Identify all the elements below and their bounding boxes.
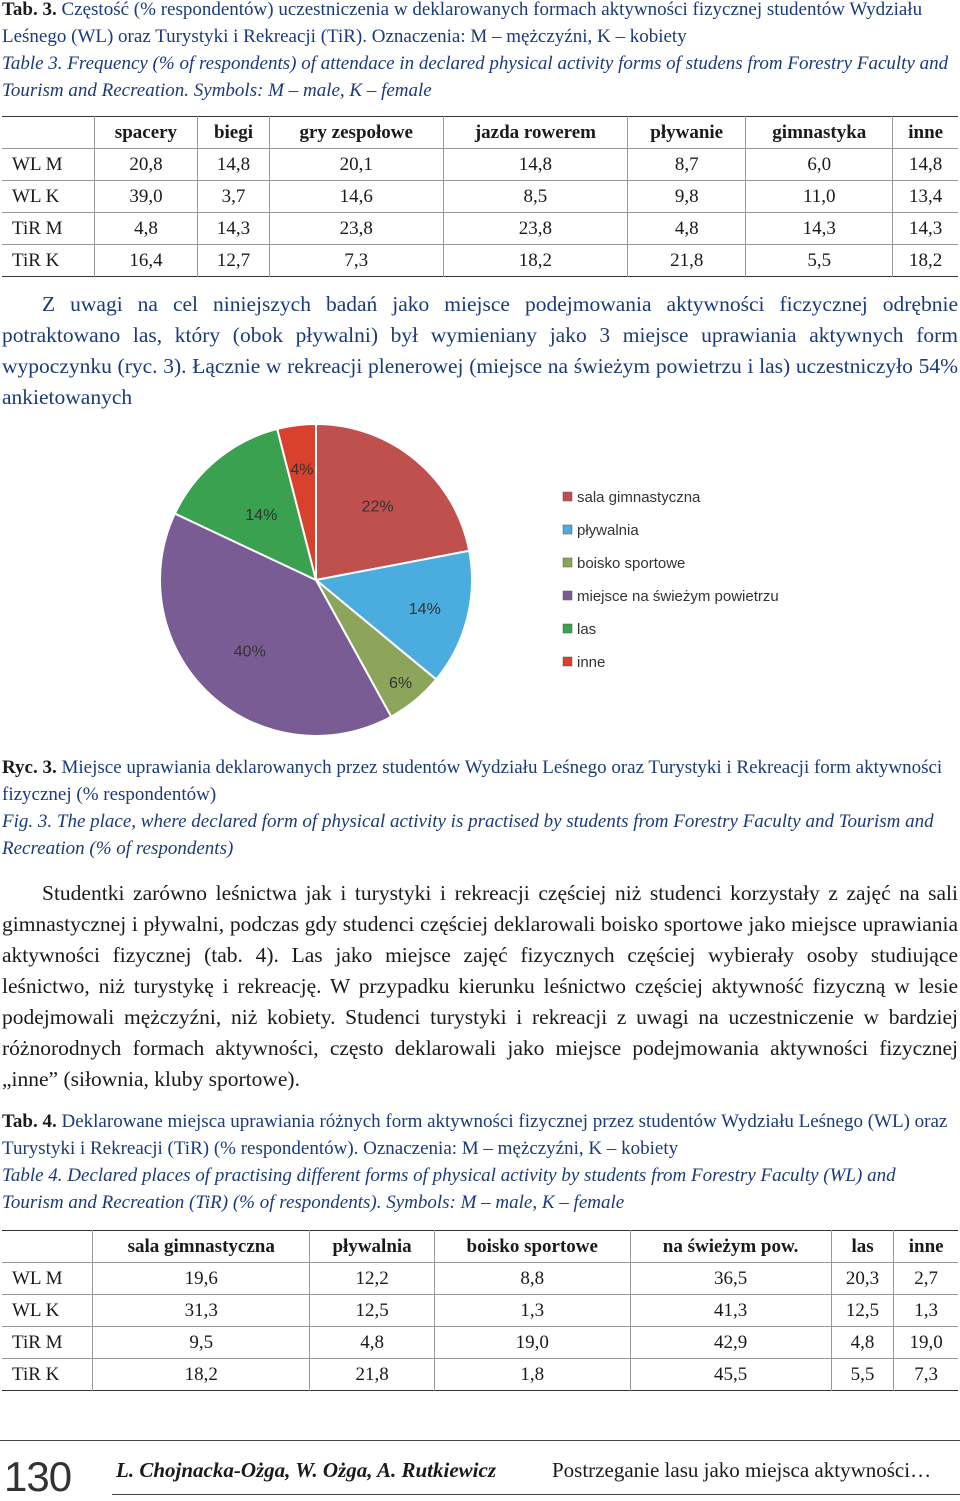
pie-data-label: 22%: [361, 498, 394, 516]
table-row: [2, 149, 958, 181]
table3-caption: [2, 0, 958, 104]
table-cell: 4,8: [310, 1327, 435, 1359]
table-row: [2, 1359, 958, 1391]
table4-header-row: [2, 1231, 958, 1263]
figure3-label: Ryc. 3.: [2, 757, 57, 778]
column-header: gry zespołowe: [269, 117, 443, 149]
table-cell: 7,3: [269, 245, 443, 277]
table-cell: 21,8: [628, 245, 746, 277]
table4-caption-en: Table 4. Declared places of practising different forms of physical activity by students from Forestry Faculty (WL) and Tourism and Recreation (TiR) (% of respondents). Symbols: M – male, K – female: [2, 1165, 896, 1213]
pie-data-label: 40%: [233, 643, 266, 661]
column-header: las: [831, 1231, 894, 1263]
column-header: pływalnia: [310, 1231, 435, 1263]
table-cell: 2,7: [894, 1263, 958, 1295]
legend-swatch: [563, 558, 572, 567]
legend-swatch: [563, 492, 572, 501]
row-header: TiR M: [12, 217, 63, 239]
legend-swatch: [563, 525, 572, 534]
table-cell: 1,3: [894, 1295, 958, 1327]
table-cell: 4,8: [831, 1327, 894, 1359]
table-cell: 9,5: [93, 1327, 310, 1359]
legend-label: sala gimnastyczna: [577, 489, 701, 506]
running-title: Postrzeganie lasu jako miejsca aktywności…: [552, 1458, 932, 1482]
table-cell: 14,8: [893, 149, 958, 181]
table-cell: 36,5: [630, 1263, 831, 1295]
column-header: jazda rowerem: [443, 117, 628, 149]
legend-label: las: [577, 621, 597, 638]
table-cell: 6,0: [746, 149, 893, 181]
column-header: boisko sportowe: [434, 1231, 630, 1263]
table-row: [2, 1327, 958, 1359]
table4-caption-pl: Deklarowane miejsca uprawiania różnych form aktywności fizycznej przez studentów Wydziału Leśnego (WL) oraz Turystyki i Rekreacji (TiR) (% respondentów). Oznaczenia: M – mężczyźni, K – kobiety: [2, 1111, 948, 1159]
table-row: [2, 245, 958, 277]
table-cell: 16,4: [94, 245, 198, 277]
table-cell: 8,7: [628, 149, 746, 181]
table-cell: 19,0: [894, 1327, 958, 1359]
table-cell: 31,3: [93, 1295, 310, 1327]
footer-divider-bottom: [112, 1494, 960, 1495]
row-header: TiR K: [12, 1363, 60, 1385]
table-cell: 7,3: [894, 1359, 958, 1391]
row-header: WL K: [12, 185, 60, 207]
table-cell: 14,6: [269, 181, 443, 213]
paragraph-1: Z uwagi na cel niniejszych badań jako miejsce podejmowania aktywności ficzycznej odrębnie potraktowano las, który (obok pływalni) był wymieniany jako 3 miejsce uprawiania aktywnych form wypoczynku (ryc. 3). Łącznie w rekreacji plenerowej (miejsce na świeżym powietrzu i las) uczestniczyło 54% ankietowanych: [2, 292, 958, 409]
table-cell: 21,8: [310, 1359, 435, 1391]
legend-label: boisko sportowe: [577, 555, 686, 572]
table-cell: 4,8: [628, 213, 746, 245]
table4: [2, 1230, 958, 1391]
table-cell: 3,7: [198, 181, 270, 213]
table-cell: 14,3: [746, 213, 893, 245]
table-cell: 9,8: [628, 181, 746, 213]
column-header: sala gimnastyczna: [93, 1231, 310, 1263]
table4-label: Tab. 4.: [2, 1111, 57, 1132]
legend-swatch: [563, 591, 572, 600]
row-header: TiR K: [12, 249, 60, 271]
table-cell: 14,3: [893, 213, 958, 245]
column-header: gimnastyka: [746, 117, 893, 149]
legend-label: pływalnia: [577, 522, 639, 539]
table-cell: 45,5: [630, 1359, 831, 1391]
table3-caption-pl: Częstość (% respondentów) uczestniczenia w deklarowanych formach aktywności fizycznej studentów Wydziału Leśnego (WL) oraz Turystyki i Rekreacji (TiR). Oznaczenia: M – mężczyźni, K – kobiety: [2, 0, 923, 47]
row-header: WL M: [12, 1267, 63, 1289]
table-cell: 13,4: [893, 181, 958, 213]
table-cell: 1,8: [434, 1359, 630, 1391]
table-cell: 20,3: [831, 1263, 894, 1295]
table-cell: 20,1: [269, 149, 443, 181]
page-number: 130: [4, 1453, 72, 1500]
column-header: biegi: [198, 117, 270, 149]
table-cell: 5,5: [831, 1359, 894, 1391]
column-header: inne: [894, 1231, 958, 1263]
table3-label: Tab. 3.: [2, 0, 57, 20]
table3-caption-en: Table 3. Frequency (% of respondents) of attendace in declared physical activity forms of studens from Forestry Faculty and Tourism and Recreation. Symbols: M – male, K – female: [2, 53, 949, 101]
column-header: inne: [893, 117, 958, 149]
table-cell: 18,2: [443, 245, 628, 277]
pie-data-label: 6%: [388, 675, 413, 693]
table-cell: 18,2: [893, 245, 958, 277]
table-row: [2, 181, 958, 213]
legend-swatch: [563, 624, 572, 633]
table-cell: 14,3: [198, 213, 270, 245]
corner-cell: [2, 117, 94, 149]
legend-label: miejsce na świeżym powietrzu: [577, 588, 779, 605]
table-cell: 5,5: [746, 245, 893, 277]
legend-swatch: [563, 657, 572, 666]
table-cell: 4,8: [94, 213, 198, 245]
table-cell: 23,8: [269, 213, 443, 245]
figure3-caption: [2, 754, 958, 862]
table-row: [2, 1295, 958, 1327]
table-cell: 8,8: [434, 1263, 630, 1295]
table-cell: 23,8: [443, 213, 628, 245]
footer-divider-top: [0, 1440, 960, 1441]
table-cell: 18,2: [93, 1359, 310, 1391]
table-cell: 41,3: [630, 1295, 831, 1327]
table-cell: 12,2: [310, 1263, 435, 1295]
table-cell: 14,8: [198, 149, 270, 181]
row-header: WL M: [12, 153, 63, 175]
table-cell: 39,0: [94, 181, 198, 213]
pie-chart: [0, 420, 960, 750]
column-header: na świeżym pow.: [630, 1231, 831, 1263]
table-cell: 19,0: [434, 1327, 630, 1359]
table-cell: 14,8: [443, 149, 628, 181]
row-header: WL K: [12, 1299, 60, 1321]
figure3-caption-en: Fig. 3. The place, where declared form of physical activity is practised by students from Forestry Faculty and Tourism and Recreation (% of respondents): [2, 811, 934, 859]
table4-caption: [2, 1108, 958, 1216]
corner-cell: [2, 1231, 93, 1263]
table-cell: 20,8: [94, 149, 198, 181]
legend-label: inne: [577, 654, 606, 671]
figure3-caption-pl: Miejsce uprawiania deklarowanych przez studentów Wydziału Leśnego oraz Turystyki i Rekreacji form aktywności fizycznej (% respondentów): [2, 757, 943, 805]
column-header: spacery: [94, 117, 198, 149]
table-row: [2, 1263, 958, 1295]
table3: [2, 116, 958, 277]
table3-header-row: [2, 117, 958, 149]
table-cell: 12,5: [310, 1295, 435, 1327]
table-cell: 11,0: [746, 181, 893, 213]
table-cell: 8,5: [443, 181, 628, 213]
paragraph-2: Studentki zarówno leśnictwa jak i turystyki i rekreacji częściej niż studenci korzystały z zajęć na sali gimnastycznej i pływalni, podczas gdy studenci częściej deklarowali boisko sportowe jako miejsce uprawiania aktywności fizycznej (tab. 4). Las jako miejsce zajęć fizycznych częściej wybierały osoby studiujące leśnictwo, niż turystykę i rekreację. W przypadku kierunku leśnictwo częściej aktywność fizyczną w lesie podejmowali mężczyźni, niż kobiety. Studenci turystyki i rekreacji z uwagi na uczestniczenie w bardziej różnorodnych formach aktywności, często deklarowali jako miejsce podejmowania aktywności fizycznej „inne” (siłownia, kluby sportowe).: [2, 881, 958, 1091]
table-cell: 19,6: [93, 1263, 310, 1295]
pie-data-label: 4%: [290, 461, 314, 479]
table-cell: 1,3: [434, 1295, 630, 1327]
pie-data-label: 14%: [245, 506, 278, 524]
column-header: pływanie: [628, 117, 746, 149]
table-cell: 12,5: [831, 1295, 894, 1327]
running-authors: L. Chojnacka-Ożga, W. Ożga, A. Rutkiewicz: [116, 1458, 496, 1482]
row-header: TiR M: [12, 1331, 63, 1353]
table-row: [2, 213, 958, 245]
table-cell: 42,9: [630, 1327, 831, 1359]
table-cell: 12,7: [198, 245, 270, 277]
pie-data-label: 14%: [408, 600, 441, 618]
